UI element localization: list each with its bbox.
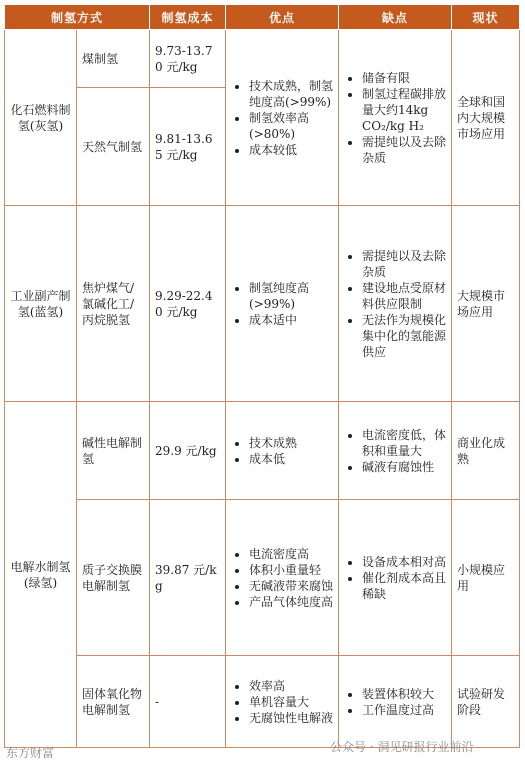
hydrogen-production-table	[4, 4, 520, 748]
list-item: • 电流密度低，体积和重量大	[362, 427, 446, 459]
pros-cell	[226, 500, 339, 656]
table-row	[5, 30, 520, 88]
cons-cell	[339, 656, 452, 748]
list-item: • 电流密度高	[249, 546, 333, 562]
status-cell: 小规模应用	[452, 500, 520, 656]
cost-cell: -	[150, 656, 226, 748]
list-item: • 制氢过程碳排放量大约14kg CO₂/kg H₂	[362, 86, 446, 134]
list-item: • 建设地点受原材料供应限制	[362, 280, 446, 312]
cons-cell	[339, 402, 452, 500]
cons-cell	[339, 30, 452, 206]
list-item: • 体积小重量轻	[249, 562, 333, 578]
pros-cell	[226, 656, 339, 748]
list-item: • 成本适中	[249, 312, 333, 328]
list-item: • 储备有限	[362, 70, 446, 86]
header-pros: 优点	[226, 5, 339, 30]
table-row	[5, 656, 520, 748]
list-item: • 技术成熟，制氢纯度高(>99%)	[249, 78, 333, 110]
list-item: • 需提纯以及去除杂质	[362, 248, 446, 280]
table-row	[5, 402, 520, 500]
pros-cell	[226, 206, 339, 402]
method-cell: 碱性电解制氢	[77, 402, 150, 500]
method-cell: 煤制氢	[77, 30, 150, 88]
method-cell: 固体氧化物电解制氢	[77, 656, 150, 748]
cost-cell: 9.73-13.70 元/kg	[150, 30, 226, 88]
status-cell: 商业化成熟	[452, 402, 520, 500]
status-cell: 大规模市场应用	[452, 206, 520, 402]
list-item: • 无腐蚀性电解液	[249, 710, 333, 726]
category-cell: 电解水制氢(绿氢)	[5, 402, 77, 748]
cost-cell: 9.29-22.40 元/kg	[150, 206, 226, 402]
pros-cell	[226, 402, 339, 500]
list-item: • 技术成熟	[249, 435, 333, 451]
list-item: • 效率高	[249, 678, 333, 694]
table-row	[5, 500, 520, 656]
method-cell: 天然气制氢	[77, 88, 150, 206]
list-item: • 设备成本相对高	[362, 554, 446, 570]
list-item: • 单机容量大	[249, 694, 333, 710]
list-item: • 无碱液带来腐蚀	[249, 578, 333, 594]
list-item: • 碱液有腐蚀性	[362, 459, 446, 475]
status-cell: 全球和国内大规模市场应用	[452, 30, 520, 206]
watermark-left: 东方财富	[6, 746, 55, 760]
cost-cell: 29.9 元/kg	[150, 402, 226, 500]
list-item: • 成本较低	[249, 142, 333, 158]
category-cell: 工业副产制氢(蓝氢)	[5, 206, 77, 402]
list-item: • 工作温度过高	[362, 702, 446, 718]
list-item: • 催化剂成本高且稀缺	[362, 570, 446, 602]
table-header-row	[5, 5, 520, 30]
pros-cell	[226, 30, 339, 206]
method-cell: 质子交换膜电解制氢	[77, 500, 150, 656]
cost-cell: 9.81-13.65 元/kg	[150, 88, 226, 206]
header-cost: 制氢成本	[150, 5, 226, 30]
status-cell: 试验研发阶段	[452, 656, 520, 748]
list-item: • 成本低	[249, 451, 333, 467]
method-cell: 焦炉煤气/氯碱化工/丙烷脱氢	[77, 206, 150, 402]
cons-cell	[339, 500, 452, 656]
header-status: 现状	[452, 5, 520, 30]
list-item: • 无法作为规模化集中化的氢能源供应	[362, 312, 446, 360]
list-item: • 制氢效率高(>80%)	[249, 110, 333, 142]
watermark-right: 公众号 · 洞见研报行业前沿	[330, 740, 474, 754]
list-item: • 制氢纯度高(>99%)	[249, 280, 333, 312]
category-cell: 化石燃料制氢(灰氢)	[5, 30, 77, 206]
header-cons: 缺点	[339, 5, 452, 30]
table-row	[5, 206, 520, 402]
header-method: 制氢方式	[5, 5, 150, 30]
list-item: • 产品气体纯度高	[249, 594, 333, 610]
list-item: • 需提纯以及去除杂质	[362, 134, 446, 166]
list-item: • 装置体积较大	[362, 686, 446, 702]
cons-cell	[339, 206, 452, 402]
cost-cell: 39.87 元/kg	[150, 500, 226, 656]
